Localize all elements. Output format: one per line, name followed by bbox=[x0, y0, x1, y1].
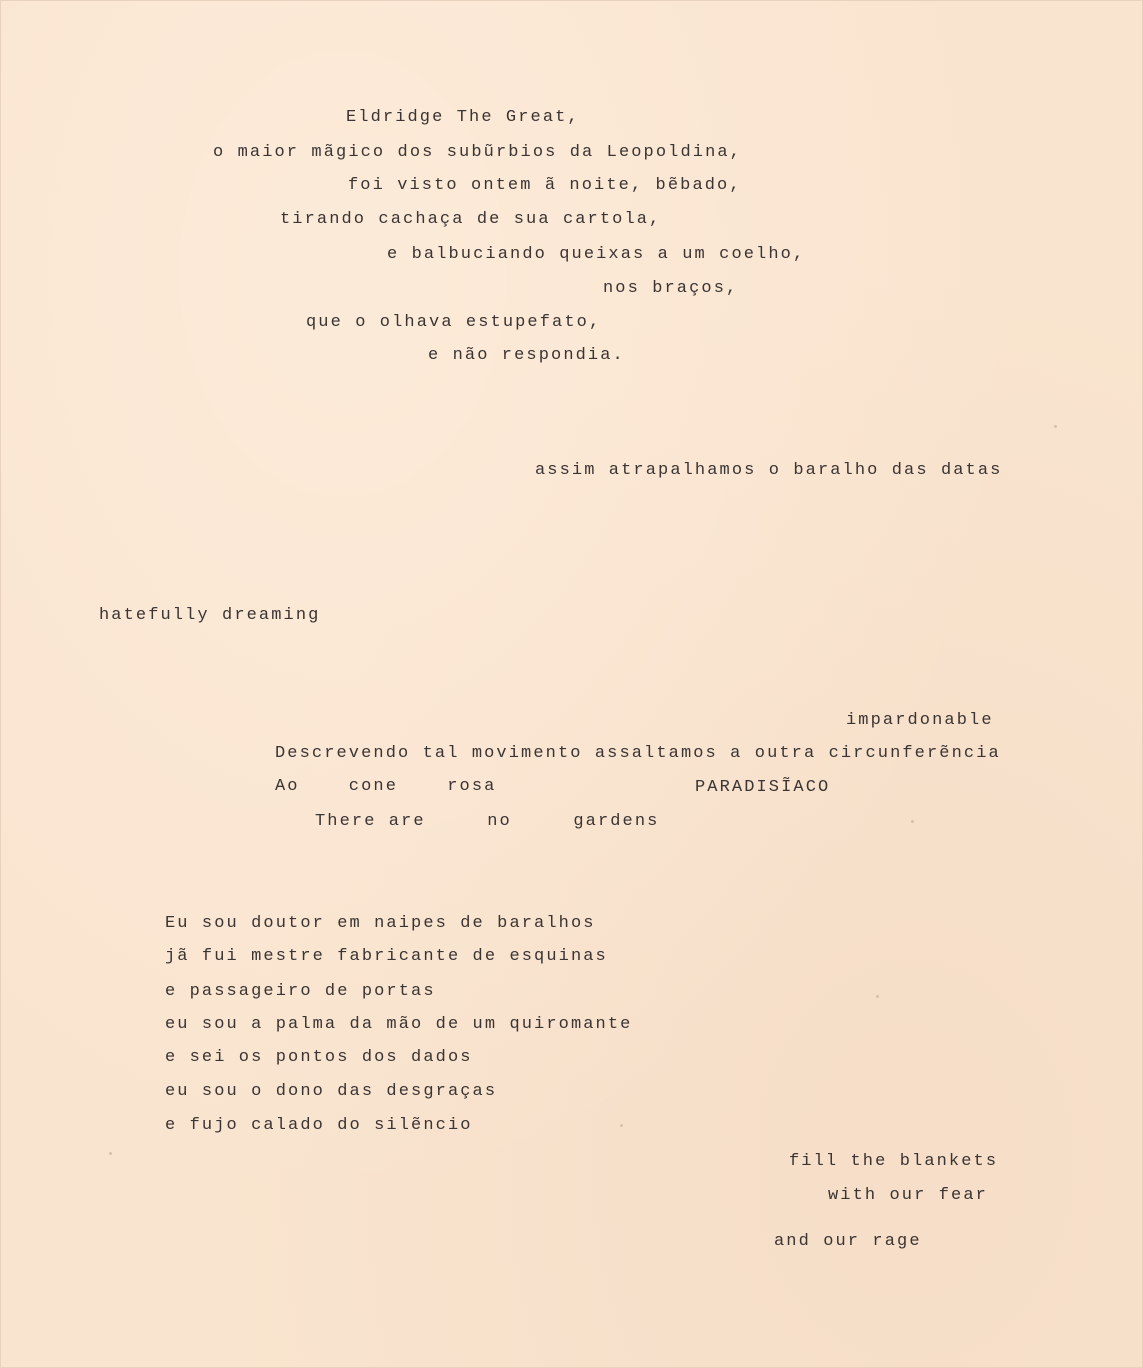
paper-speck bbox=[911, 820, 914, 823]
paper-speck bbox=[876, 995, 879, 998]
poem-line: eu sou a palma da mão de um quiromante bbox=[165, 1015, 633, 1034]
poem-line: eu sou o dono das desgraças bbox=[165, 1082, 498, 1101]
poem-line: jã fui mestre fabricante de esquinas bbox=[165, 947, 608, 966]
paper-speck bbox=[1054, 425, 1057, 428]
poem-line: e sei os pontos dos dados bbox=[165, 1048, 473, 1067]
poem-line-impardonable: impardonable bbox=[846, 711, 994, 730]
poem-line-descrevendo: Descrevendo tal movimento assaltamos a outra circunferẽncia bbox=[275, 744, 1001, 763]
poem-line: Eu sou doutor em naipes de baralhos bbox=[165, 914, 596, 933]
paper-speck bbox=[109, 1152, 112, 1155]
poem-closing-line: fill the blankets bbox=[789, 1152, 999, 1171]
poem-line: e fujo calado do silẽncio bbox=[165, 1116, 473, 1135]
poem-closing-line: and our rage bbox=[774, 1232, 922, 1251]
poem-line: o maior mãgico dos subũrbios da Leopoldina, bbox=[213, 143, 742, 162]
poem-line-ao-cone-rosa: Ao cone rosa bbox=[275, 777, 497, 796]
poem-line: tirando cachaça de sua cartola, bbox=[280, 210, 662, 229]
poem-line: nos braços, bbox=[603, 279, 739, 298]
poem-line-dreaming: hatefully dreaming bbox=[99, 606, 321, 625]
poem-line: que o olhava estupefato, bbox=[306, 313, 602, 332]
poem-line-datas: assim atrapalhamos o baralho das datas bbox=[535, 461, 1003, 480]
poem-line-there-are-no-gardens: There are no gardens bbox=[315, 812, 660, 831]
poem-line: e passageiro de portas bbox=[165, 982, 436, 1001]
poem-closing-line: with our fear bbox=[828, 1186, 988, 1205]
poem-word-paradisiaco: PARADISĨACO bbox=[695, 778, 831, 797]
poem-line: e não respondia. bbox=[428, 346, 625, 365]
poem-line: e balbuciando queixas a um coelho, bbox=[387, 245, 806, 264]
paper-speck bbox=[620, 1124, 623, 1127]
poem-line: foi visto ontem ã noite, bẽbado, bbox=[348, 176, 742, 195]
poem-line: Eldridge The Great, bbox=[346, 108, 580, 127]
